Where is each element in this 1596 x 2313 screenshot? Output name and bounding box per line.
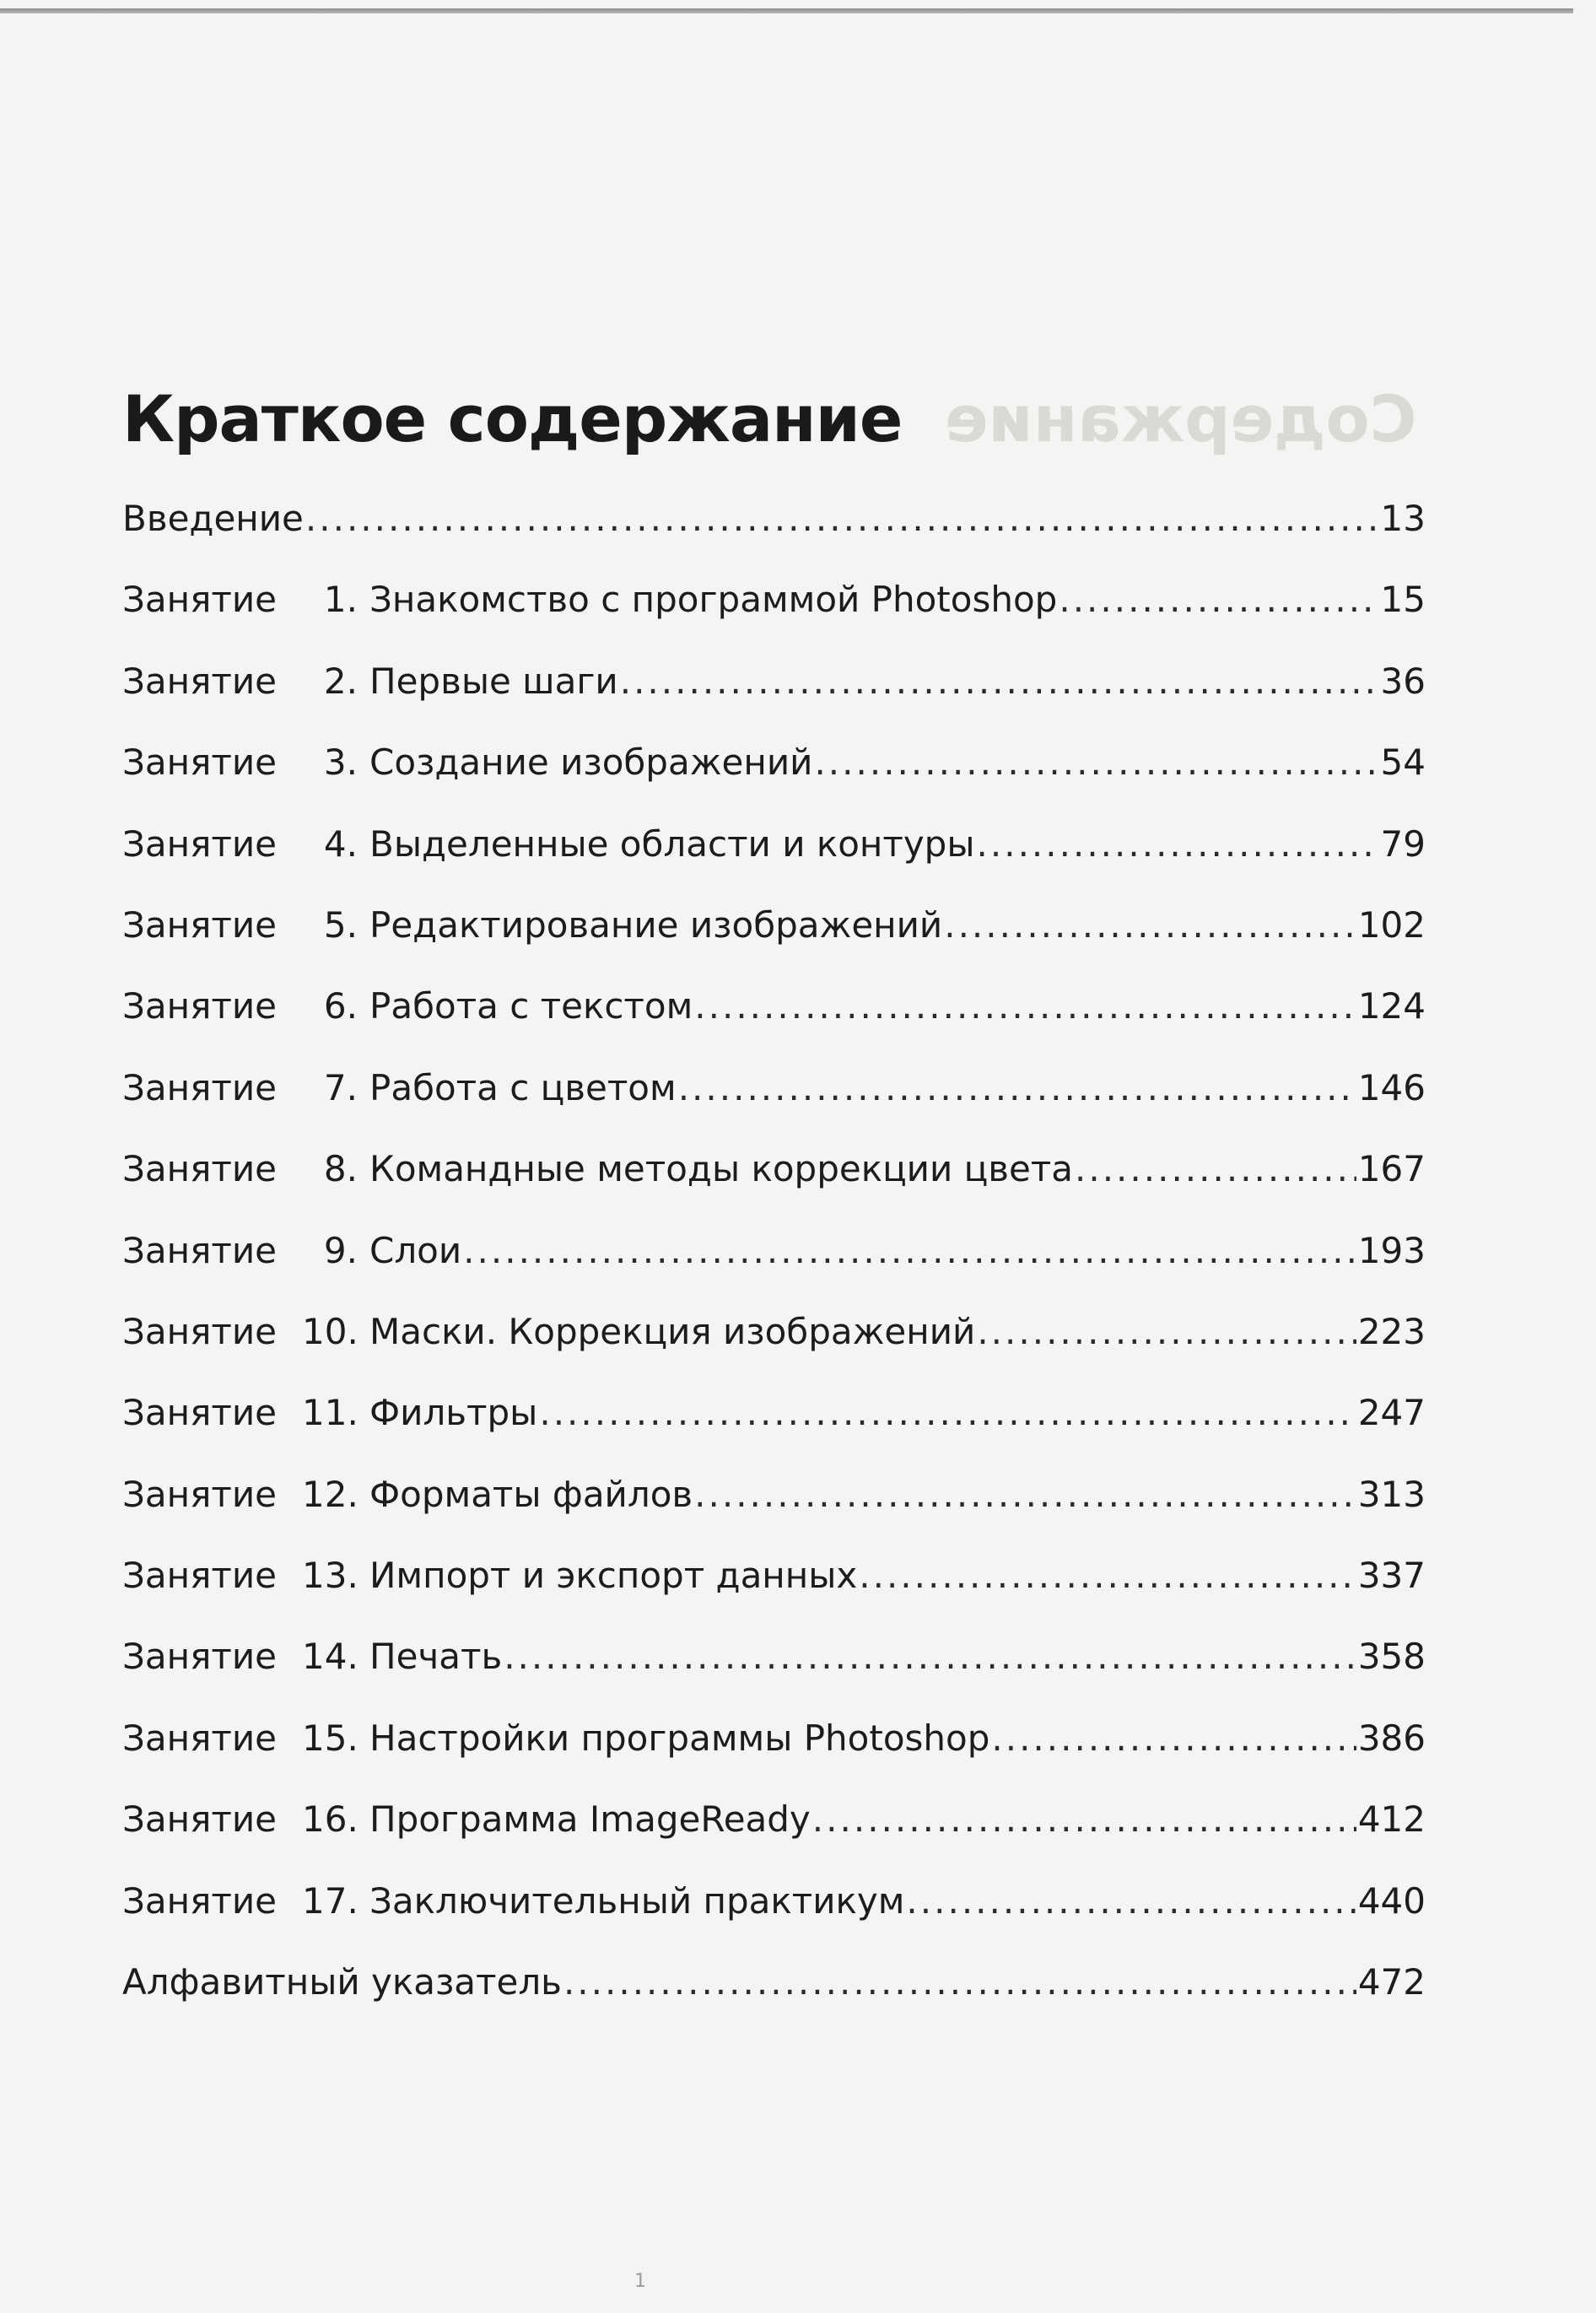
toc-lesson-number: 6. — [323, 985, 358, 1027]
toc-row-lesson-16[interactable] — [122, 1798, 1426, 1879]
top-rule — [0, 8, 1573, 13]
toc-row-intro[interactable] — [122, 498, 1426, 579]
toc-lesson-label: Занятие — [122, 579, 277, 621]
dot-leader — [563, 1961, 1356, 2003]
toc-page-number: 79 — [1380, 822, 1426, 865]
toc-entry-title: Маски. Коррекция изображений — [369, 1310, 976, 1352]
toc-page-number: 247 — [1357, 1392, 1426, 1434]
toc-row-lesson-12[interactable] — [122, 1474, 1426, 1555]
toc-entry-title: Фильтры — [369, 1392, 538, 1434]
toc-page-number: 412 — [1357, 1798, 1426, 1841]
toc-page-number: 36 — [1380, 660, 1426, 702]
toc-entry-title: Настройки программы Photoshop — [369, 1717, 990, 1759]
toc-entry-title: Заключительный практикум — [369, 1879, 905, 1922]
toc-entry-title: Импорт и экспорт данных — [369, 1555, 858, 1597]
toc-page-number: 13 — [1380, 498, 1426, 539]
dot-leader — [859, 1555, 1356, 1596]
toc-entry-title: Введение — [122, 498, 304, 539]
dot-leader — [1059, 579, 1378, 620]
toc-lesson-label: Занятие — [122, 1555, 277, 1597]
dot-leader — [463, 1230, 1356, 1271]
toc-row-lesson-17[interactable] — [122, 1880, 1426, 1961]
toc-page-number: 167 — [1357, 1148, 1426, 1190]
toc-entry-title: Командные методы коррекции цвета — [369, 1148, 1073, 1190]
dot-leader — [944, 904, 1356, 946]
dot-leader — [620, 660, 1379, 702]
dot-leader — [812, 1798, 1356, 1840]
toc-lesson-label: Занятие — [122, 1066, 277, 1108]
dot-leader — [678, 1067, 1356, 1108]
toc-lesson-number: 11. — [302, 1392, 359, 1434]
toc-page-number: 102 — [1357, 903, 1426, 946]
toc-page-number: 124 — [1357, 985, 1426, 1027]
toc-row-lesson-5[interactable] — [122, 904, 1426, 985]
dot-leader — [906, 1880, 1356, 1922]
toc-lesson-label: Занятие — [122, 741, 277, 784]
toc-lesson-number: 4. — [323, 822, 358, 865]
toc-page-number: 472 — [1357, 1961, 1426, 2003]
toc-entry-title: Программа ImageReady — [369, 1798, 811, 1841]
toc-entry-title: Редактирование изображений — [369, 903, 943, 946]
toc-lesson-label: Занятие — [122, 1148, 277, 1190]
page-title: Краткое содержание — [122, 381, 903, 456]
dot-leader — [694, 985, 1356, 1027]
toc-lesson-number: 1. — [323, 579, 358, 621]
toc-row-lesson-1[interactable] — [122, 579, 1426, 660]
toc-entry-title: Слои — [369, 1229, 462, 1271]
toc-entry-title: Работа с текстом — [369, 985, 693, 1027]
toc-lesson-number: 8. — [323, 1148, 358, 1190]
toc-lesson-number: 7. — [323, 1066, 358, 1108]
toc-row-lesson-14[interactable] — [122, 1636, 1426, 1717]
toc-row-lesson-10[interactable] — [122, 1311, 1426, 1392]
toc-entry-title: Знакомство с программой Photoshop — [369, 579, 1058, 621]
toc-page-number: 337 — [1357, 1555, 1426, 1597]
toc-lesson-number: 2. — [323, 660, 358, 702]
toc-row-index[interactable] — [122, 1961, 1426, 2042]
toc-page-number: 358 — [1357, 1636, 1426, 1678]
toc-page-number: 15 — [1380, 579, 1426, 621]
toc-row-lesson-2[interactable] — [122, 660, 1426, 741]
ghost-title: Содержание — [945, 381, 1417, 456]
toc-entry-title: Печать — [369, 1636, 503, 1678]
toc-lesson-label: Занятие — [122, 1798, 277, 1841]
toc-lesson-label: Занятие — [122, 660, 277, 702]
toc-row-lesson-7[interactable] — [122, 1067, 1426, 1148]
toc-lesson-label: Занятие — [122, 1229, 277, 1271]
dot-leader — [814, 741, 1378, 783]
toc-lesson-number: 9. — [323, 1229, 358, 1271]
toc-lesson-label: Занятие — [122, 903, 277, 946]
toc-lesson-number: 13. — [302, 1555, 359, 1597]
table-of-contents — [122, 498, 1426, 2042]
toc-entry-title: Форматы файлов — [369, 1473, 693, 1515]
dot-leader — [1075, 1148, 1356, 1189]
toc-lesson-label: Занятие — [122, 985, 277, 1027]
toc-page-number: 386 — [1357, 1717, 1426, 1759]
toc-lesson-number: 3. — [323, 741, 358, 784]
toc-page-number: 440 — [1357, 1879, 1426, 1922]
toc-row-lesson-9[interactable] — [122, 1230, 1426, 1311]
dot-leader — [305, 498, 1379, 539]
toc-lesson-number: 17. — [302, 1879, 359, 1922]
toc-entry-title: Создание изображений — [369, 741, 813, 784]
toc-page-number: 54 — [1380, 741, 1426, 784]
toc-page-number: 313 — [1357, 1473, 1426, 1515]
toc-lesson-label: Занятие — [122, 1879, 277, 1922]
dot-leader — [977, 823, 1379, 865]
toc-page-number: 193 — [1357, 1229, 1426, 1271]
toc-lesson-number: 15. — [302, 1717, 359, 1759]
dot-leader — [504, 1636, 1356, 1677]
toc-lesson-number: 16. — [302, 1798, 359, 1841]
toc-lesson-label: Занятие — [122, 1636, 277, 1678]
page-number: 1 — [634, 2271, 646, 2292]
toc-row-lesson-11[interactable] — [122, 1392, 1426, 1473]
toc-lesson-label: Занятие — [122, 822, 277, 865]
dot-leader — [539, 1392, 1356, 1433]
toc-lesson-number: 10. — [302, 1310, 359, 1352]
dot-leader — [991, 1717, 1356, 1759]
toc-entry-title: Алфавитный указатель — [122, 1961, 562, 2003]
toc-page-number: 223 — [1357, 1310, 1426, 1352]
toc-row-lesson-4[interactable] — [122, 823, 1426, 904]
toc-entry-title: Выделенные области и контуры — [369, 822, 975, 865]
toc-lesson-number: 5. — [323, 903, 358, 946]
toc-page-number: 146 — [1357, 1066, 1426, 1108]
dot-leader — [977, 1311, 1356, 1352]
toc-entry-title: Работа с цветом — [369, 1066, 677, 1108]
toc-lesson-number: 14. — [302, 1636, 359, 1678]
toc-row-lesson-13[interactable] — [122, 1555, 1426, 1636]
toc-row-lesson-6[interactable] — [122, 985, 1426, 1066]
toc-lesson-label: Занятие — [122, 1310, 277, 1352]
toc-row-lesson-3[interactable] — [122, 741, 1426, 822]
dot-leader — [694, 1474, 1356, 1515]
toc-lesson-label: Занятие — [122, 1392, 277, 1434]
toc-lesson-label: Занятие — [122, 1717, 277, 1759]
toc-row-lesson-15[interactable] — [122, 1717, 1426, 1798]
toc-row-lesson-8[interactable] — [122, 1148, 1426, 1229]
toc-lesson-number: 12. — [302, 1473, 359, 1515]
toc-entry-title: Первые шаги — [369, 660, 618, 702]
toc-lesson-label: Занятие — [122, 1473, 277, 1515]
lesson-list — [122, 579, 1426, 1961]
